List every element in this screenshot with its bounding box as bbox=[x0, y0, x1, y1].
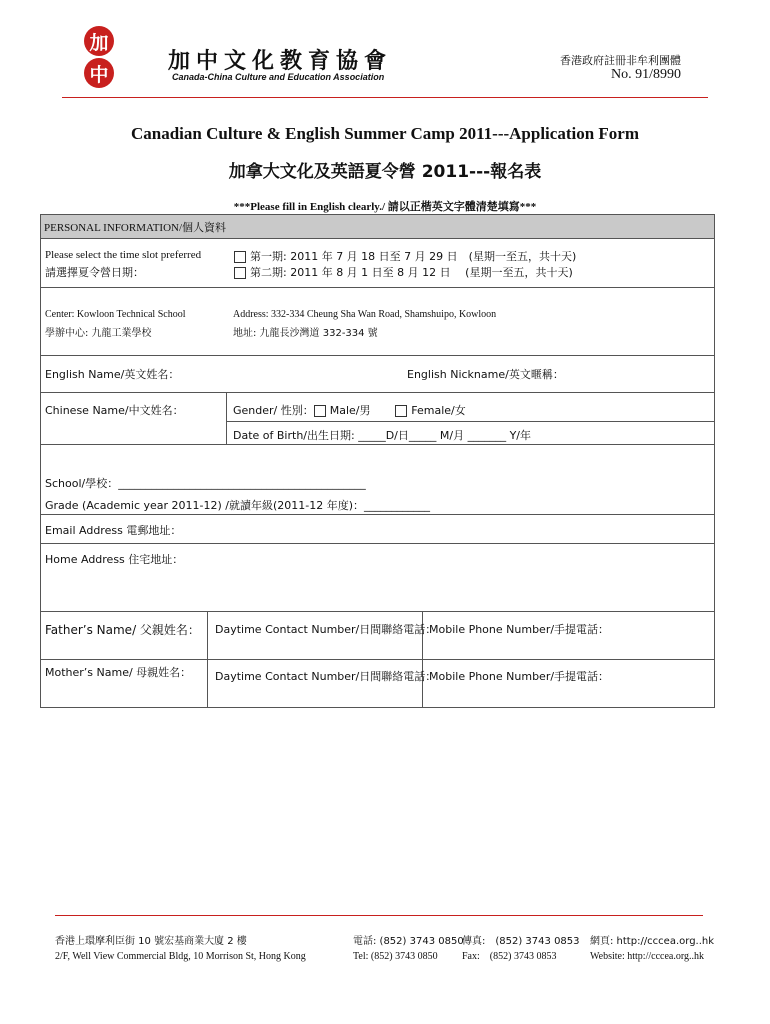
registration-chinese: 香港政府註冊非牟利團體 bbox=[560, 54, 681, 67]
association-logo bbox=[84, 26, 118, 88]
footer-website-cn[interactable]: 網頁: http://cccea.org..hk bbox=[590, 936, 715, 947]
logo-char-1: 加 bbox=[84, 26, 114, 56]
footer-tel-en: Tel: (852) 3743 0850 bbox=[353, 951, 438, 962]
mother-daytime-contact-field[interactable]: Daytime Contact Number/日間聯絡電話： bbox=[215, 670, 437, 683]
home-address-field[interactable]: Home Address 住宅地址： bbox=[45, 553, 184, 566]
row-divider bbox=[40, 659, 715, 660]
org-name-english: Canada-China Culture and Education Association bbox=[172, 72, 385, 82]
row-divider bbox=[40, 611, 715, 612]
father-daytime-contact-field[interactable]: Daytime Contact Number/日間聯絡電話： bbox=[215, 623, 437, 636]
row-divider bbox=[40, 444, 715, 445]
registration-number: No. 91/8990 bbox=[611, 67, 681, 82]
address-english: Address: 332-334 Cheung Sha Wan Road, Shamshuipo, Kowloon bbox=[233, 309, 497, 320]
row-divider bbox=[40, 355, 715, 356]
address-chinese: 地址: 九龍長沙灣道 332-334 號 bbox=[233, 328, 378, 339]
mother-name-field[interactable]: Mother’s Name/ 母親姓名： bbox=[45, 666, 192, 679]
fill-instruction: ***Please fill in English clearly./ 請以正楷英文字體清楚填寫*** bbox=[233, 201, 537, 213]
time-slot-label-en: Please select the time slot preferred bbox=[45, 249, 202, 261]
header-divider bbox=[62, 97, 708, 98]
slot2-checkbox[interactable] bbox=[234, 267, 246, 279]
chinese-name-field[interactable]: Chinese Name/中文姓名： bbox=[45, 404, 184, 417]
footer-fax-en: Fax: (852) 3743 0853 bbox=[462, 951, 557, 962]
slot2-label: 第二期: 2011 年 8 月 1 日至 8 月 12 日 (星期一至五，共十天) bbox=[250, 266, 573, 279]
section-title: PERSONAL INFORMATION/個人資料 bbox=[44, 222, 227, 234]
section-header-personal-info bbox=[40, 214, 715, 239]
gender-label: Gender/ 性別： bbox=[233, 404, 314, 417]
male-label: Male/男 bbox=[329, 404, 371, 417]
male-checkbox[interactable] bbox=[314, 405, 326, 417]
footer-address-en: 2/F, Well View Commercial Bldg, 10 Morrison St, Hong Kong bbox=[55, 951, 306, 962]
footer-divider bbox=[55, 915, 703, 916]
footer-address-cn: 香港上環摩利臣街 10 號宏基商業大廈 2 樓 bbox=[55, 936, 247, 947]
center-chinese: 學辦中心: 九龍工業學校 bbox=[45, 328, 152, 339]
slot1-label: 第一期: 2011 年 7 月 18 日至 7 月 29 日 (星期一至五，共十天) bbox=[250, 250, 577, 263]
form-title-chinese: 加拿大文化及英語夏令營 2011---報名表 bbox=[228, 162, 542, 182]
grade-field[interactable]: Grade (Academic year 2011-12) /就讀年級(2011-12 年度)：____________ bbox=[45, 499, 431, 512]
column-divider bbox=[226, 392, 227, 444]
row-divider bbox=[40, 392, 715, 393]
column-divider bbox=[207, 611, 208, 708]
school-field[interactable]: School/學校：_____________________________________________ bbox=[45, 477, 366, 490]
time-slot-label-cn: 請選擇夏令營日期： bbox=[45, 266, 144, 279]
english-nickname-field[interactable]: English Nickname/英文暱稱： bbox=[407, 368, 564, 381]
footer-website-en[interactable]: Website: http://cccea.org..hk bbox=[590, 951, 704, 962]
row-divider bbox=[40, 514, 715, 515]
email-field[interactable]: Email Address 電郵地址： bbox=[45, 524, 182, 537]
slot1-checkbox[interactable] bbox=[234, 251, 246, 263]
father-mobile-field[interactable]: Mobile Phone Number/手提電話： bbox=[429, 623, 610, 636]
row-divider bbox=[40, 543, 715, 544]
footer-fax-cn: 傳真: (852) 3743 0853 bbox=[462, 936, 580, 947]
org-name-chinese: 加中文化教育協會 bbox=[168, 49, 393, 74]
mother-mobile-field[interactable]: Mobile Phone Number/手提電話： bbox=[429, 670, 610, 683]
logo-char-2: 中 bbox=[84, 58, 114, 88]
center-english: Center: Kowloon Technical School bbox=[45, 309, 186, 320]
english-name-field[interactable]: English Name/英文姓名： bbox=[45, 368, 180, 381]
row-divider bbox=[226, 421, 715, 422]
form-title-english: Canadian Culture & English Summer Camp 2011---Application Form bbox=[131, 124, 639, 143]
date-of-birth-field[interactable]: Date of Birth/出生日期: _____D/日_____ M/月 _______ Y/年 bbox=[233, 429, 531, 442]
row-divider bbox=[40, 287, 715, 288]
father-name-field[interactable]: Father’s Name/ 父親姓名： bbox=[45, 623, 200, 637]
female-checkbox[interactable] bbox=[395, 405, 407, 417]
footer-tel-cn: 電話: (852) 3743 0850 bbox=[353, 936, 464, 947]
female-label: Female/女 bbox=[411, 404, 466, 417]
